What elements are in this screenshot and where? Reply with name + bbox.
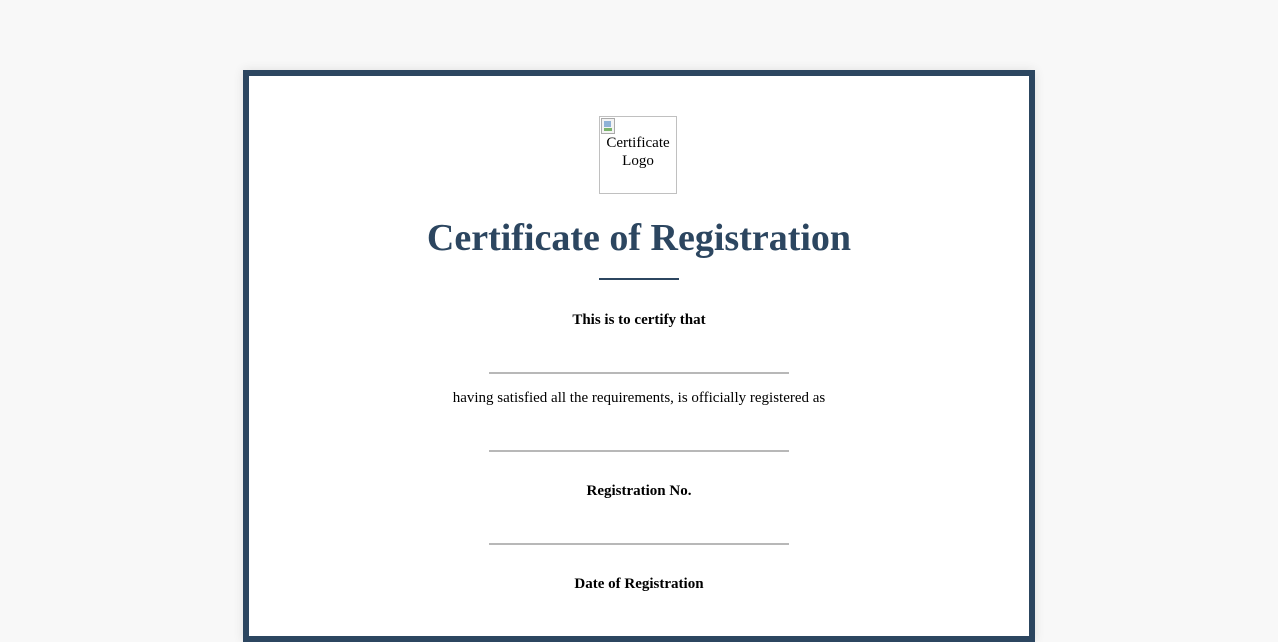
designation-signature-line xyxy=(489,450,789,452)
name-signature-line xyxy=(489,372,789,374)
title-divider xyxy=(599,278,679,280)
broken-image-icon xyxy=(601,118,615,134)
logo-alt-text: Certificate Logo xyxy=(606,135,670,169)
registration-no-label: Registration No. xyxy=(586,483,692,499)
certificate-logo xyxy=(599,116,677,194)
registration-no-line xyxy=(489,543,789,545)
certificate-card xyxy=(243,70,1035,642)
certificate-title: Certificate of Registration xyxy=(426,217,852,259)
certify-text: This is to certify that xyxy=(572,312,706,328)
requirements-text: having satisfied all the requirements, is officially registered as xyxy=(452,390,826,406)
date-of-registration-label: Date of Registration xyxy=(574,576,704,592)
